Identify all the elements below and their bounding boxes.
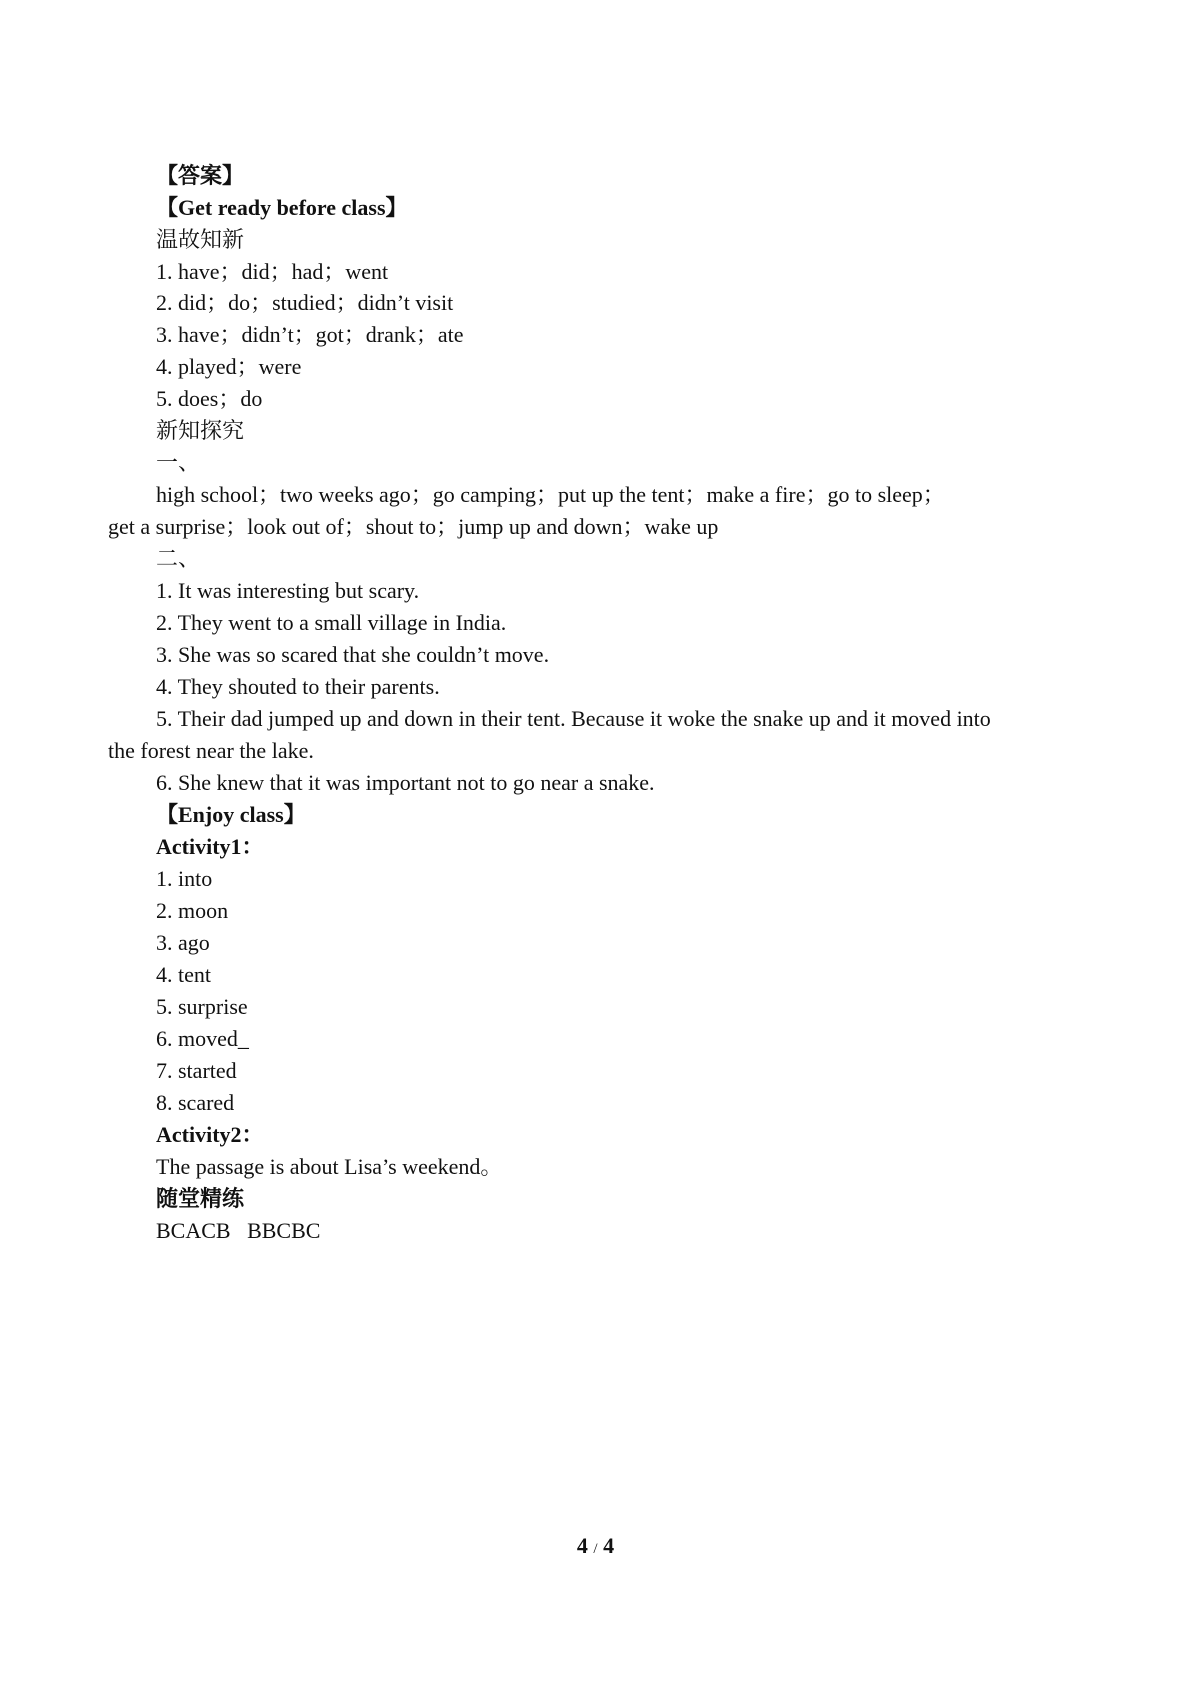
- explore-heading: 新知探究: [156, 418, 245, 443]
- activity1-item: 4. tent: [156, 962, 211, 987]
- activity1-label: Activity1：: [156, 834, 264, 859]
- review-heading: 温故知新: [156, 227, 245, 252]
- part1-line-continued: get a surprise；look out of；shout to；jump up and down；wake up: [108, 514, 719, 539]
- part2-label: 二、: [156, 546, 201, 571]
- activity1-item: 1. into: [156, 866, 213, 891]
- activity1-item: 6. moved_: [156, 1026, 249, 1051]
- part2-item: 5. Their dad jumped up and down in their tent. Because it woke the snake up and it moved into: [156, 706, 991, 731]
- page-number: [0, 1533, 1191, 1559]
- answer-title: 【答案】: [156, 163, 245, 188]
- part2-item: 2. They went to a small village in India.: [156, 610, 507, 635]
- activity1-item: 2. moon: [156, 898, 229, 923]
- review-item: 5. does；do: [156, 386, 263, 411]
- practice-heading: 随堂精练: [156, 1186, 245, 1211]
- review-item: 4. played；were: [156, 354, 302, 379]
- page-current: 4: [576, 1533, 588, 1558]
- section-get-ready: 【Get ready before class】: [156, 195, 408, 220]
- part2-item: 3. She was so scared that she couldn’t move.: [156, 642, 550, 667]
- activity1-item: 8. scared: [156, 1090, 235, 1115]
- section-enjoy: 【Enjoy class】: [156, 802, 306, 827]
- activity2-text: The passage is about Lisa’s weekend。: [156, 1154, 503, 1179]
- page-separator: /: [593, 1541, 598, 1557]
- part2-item: 4. They shouted to their parents.: [156, 674, 440, 699]
- practice-answers: BCACB BBCBC: [156, 1218, 321, 1243]
- part2-item-continued: the forest near the lake.: [108, 738, 314, 763]
- activity1-item: 7. started: [156, 1058, 237, 1083]
- part2-item: 6. She knew that it was important not to go near a snake.: [156, 770, 655, 795]
- page-total: 4: [603, 1533, 615, 1558]
- review-item: 2. did；do；studied；didn’t visit: [156, 290, 454, 315]
- activity1-item: 3. ago: [156, 930, 210, 955]
- part2-item: 1. It was interesting but scary.: [156, 578, 420, 603]
- review-item: 3. have；didn’t；got；drank；ate: [156, 322, 464, 347]
- review-item: 1. have；did；had；went: [156, 259, 389, 284]
- activity2-label: Activity2：: [156, 1122, 264, 1147]
- part1-line: high school；two weeks ago；go camping；put up the tent；make a fire；go to sleep；: [156, 482, 945, 507]
- activity1-item: 5. surprise: [156, 994, 248, 1019]
- part1-label: 一、: [156, 450, 201, 475]
